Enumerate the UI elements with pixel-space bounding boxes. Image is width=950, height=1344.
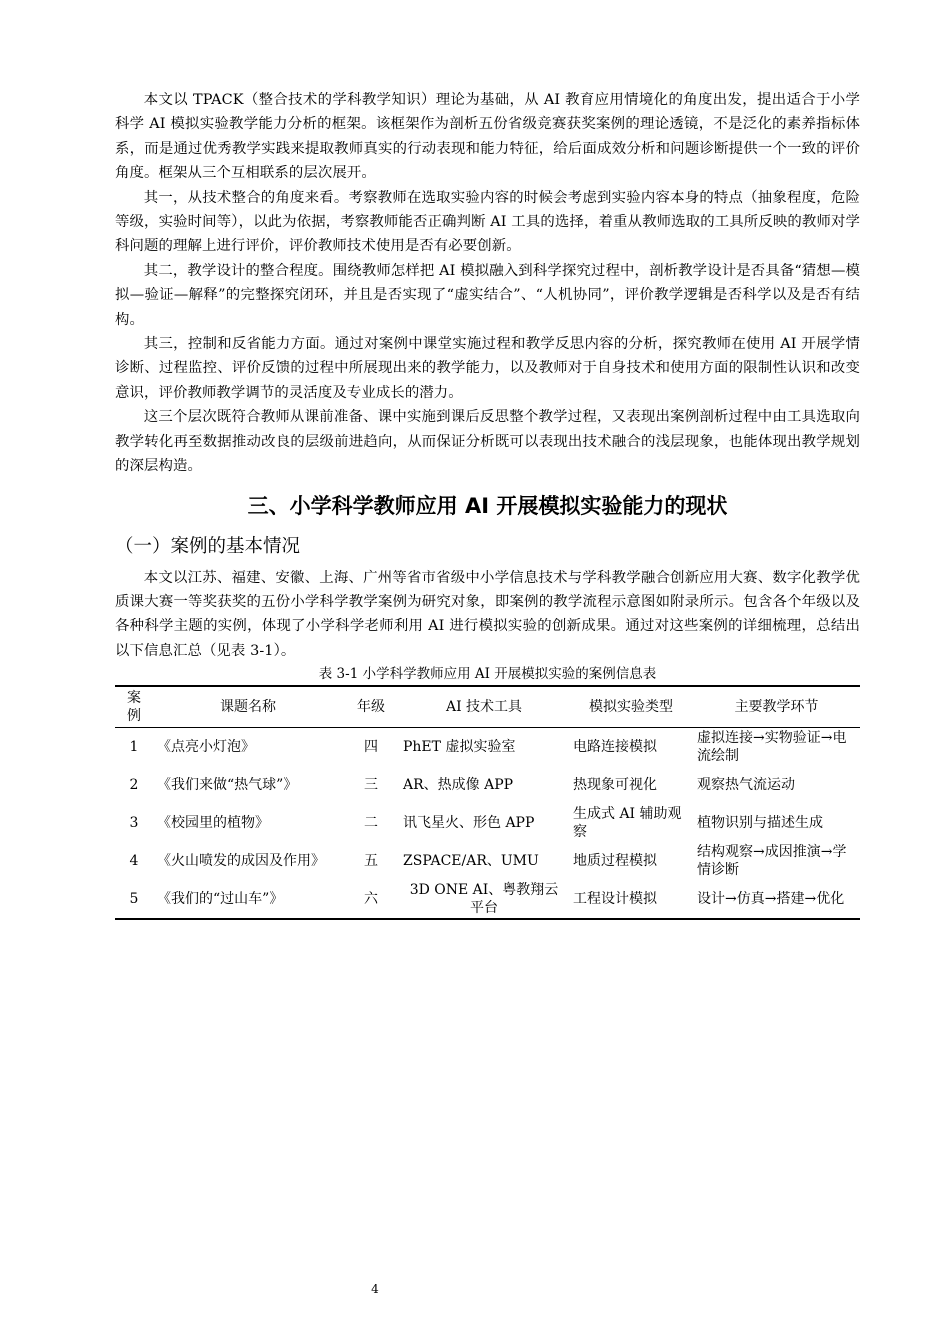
- cell-grade: 三: [364, 777, 378, 794]
- table-caption: 表 3-1 小学科学教师应用 AI 开展模拟实验的案例信息表: [318, 666, 657, 683]
- cell-ai-tool: 讯飞星火、形色 APP: [403, 815, 535, 832]
- cell-sim-type: 电路连接模拟: [573, 739, 657, 756]
- table-row: [115, 804, 860, 842]
- cell-ai-tool: AR、热成像 APP: [403, 777, 514, 794]
- cell-grade: 二: [364, 815, 378, 832]
- table-row: [115, 880, 860, 919]
- table-header-row: [115, 686, 860, 728]
- table-row: [115, 842, 860, 880]
- intro-paragraph-5: 这三个层次既符合教师从课前准备、课中实施到课后反思整个教学过程，又表现出案例剖析过程中由工具选取向教学转化再至数据推动改良的层级前进趋向，从而保证分析既可以表现出技术融合的浅层现象，也能体现出教学规划的深层构造。: [115, 409, 860, 475]
- table-row: [115, 728, 860, 767]
- header-grade: 年级: [343, 686, 399, 728]
- cell-teaching-steps: 结构观察→成因推演→学情诊断: [697, 844, 847, 879]
- intro-paragraph-1: 本文以 TPACK（整合技术的学科教学知识）理论为基础，从 AI 教育应用情境化的角度出发，提出适合于小学科学 AI 模拟实验教学能力分析的框架。该框架作为剖析五份省级竞赛获奖案例的理论透镜，不是泛化的素养指标体系，而是通过优秀教学实践来提取教师真实的行动表现和能力特征，给后面成效分析和问题诊断提供一个一致的评价角度。框架从三个互相联系的层次展开。: [115, 92, 860, 182]
- cases-paragraph: 本文以江苏、福建、安徽、上海、广州等省市省级中小学信息技术与学科教学融合创新应用大赛、数字化教学优质课大赛一等奖获奖的五份小学科学教学案例为研究对象，即案例的教学流程示意图如附录所示。包含各个年级以及各种科学主题的实例，体现了小学科学老师利用 AI 进行模拟实验的创新成果。通过对这些案例的详细梳理，总结出以下信息汇总（见表 3-1）。: [115, 569, 860, 659]
- header-sim-type: 模拟实验类型: [569, 686, 693, 728]
- cell-case-no: 3: [129, 815, 139, 832]
- cell-topic: 《我们的“过山车”》: [157, 891, 284, 908]
- cell-topic: 《校园里的植物》: [157, 815, 269, 832]
- cell-sim-type: 工程设计模拟: [573, 891, 657, 908]
- cell-case-no: 2: [129, 777, 139, 794]
- cell-topic: 《点亮小灯泡》: [157, 739, 255, 756]
- cell-ai-tool: PhET 虚拟实验室: [403, 739, 516, 756]
- cell-sim-type: 热现象可视化: [573, 777, 657, 794]
- intro-paragraph-2: 其一，从技术整合的角度来看。考察教师在选取实验内容的时候会考虑到实验内容本身的特点（抽象程度，危险等级，实验时间等），以此为依据，考察教师能否正确判断 AI 工具的选择，着重从教师选取的工具所反映的教师对学科问题的理解上进行评价，评价教师技术使用是否有必要创新。: [115, 189, 860, 255]
- cell-topic: 《火山喷发的成因及作用》: [157, 853, 325, 870]
- header-case: 案例: [115, 686, 153, 728]
- header-teaching-steps: 主要教学环节: [693, 686, 860, 728]
- cell-sim-type: 地质过程模拟: [573, 853, 657, 870]
- intro-paragraph-4: 其三，控制和反省能力方面。通过对案例中课堂实施过程和教学反思内容的分析，探究教师在使用 AI 开展学情诊断、过程监控、评价反馈的过程中所展现出来的教学能力，以及教师对于自身技术和使用方面的限制性认识和改变意识，评价教师教学调节的灵活度及专业成长的潜力。: [115, 336, 860, 401]
- cell-case-no: 5: [129, 891, 139, 908]
- page-number: 4: [371, 1282, 379, 1296]
- cell-case-no: 4: [129, 853, 139, 870]
- cell-case-no: 1: [129, 739, 139, 756]
- cell-ai-tool: 3D ONE AI、粤教翔云平台: [409, 882, 559, 917]
- cell-sim-type: 生成式 AI 辅助观察: [573, 806, 682, 841]
- cell-teaching-steps: 虚拟连接→实物验证→电流绘制: [697, 730, 847, 765]
- section-title: 三、小学科学教师应用 AI 开展模拟实验能力的现状: [247, 493, 728, 518]
- subsection-title: （一）案例的基本情况: [115, 535, 301, 557]
- header-topic: 课题名称: [153, 686, 343, 728]
- cell-grade: 六: [364, 891, 378, 908]
- cell-teaching-steps: 观察热气流运动: [697, 777, 795, 794]
- cell-ai-tool: ZSPACE/AR、UMU: [403, 853, 539, 870]
- cell-topic: 《我们来做“热气球”》: [157, 777, 298, 794]
- header-ai-tool: AI 技术工具: [399, 686, 569, 728]
- cell-grade: 五: [364, 853, 378, 870]
- table-row: [115, 766, 860, 804]
- intro-paragraph-3: 其二，教学设计的整合程度。围绕教师怎样把 AI 模拟融入到科学探究过程中，剖析教学设计是否具备“猜想—模拟—验证—解释”的完整探究闭环，并且是否实现了“虚实结合”、“人机协同”，评价教学逻辑是否科学以及是否有结构。: [115, 262, 860, 328]
- document-page: [115, 88, 860, 920]
- cell-teaching-steps: 设计→仿真→搭建→优化: [697, 891, 845, 908]
- cell-teaching-steps: 植物识别与描述生成: [697, 815, 823, 832]
- cell-grade: 四: [364, 739, 378, 756]
- case-info-table: [115, 685, 860, 920]
